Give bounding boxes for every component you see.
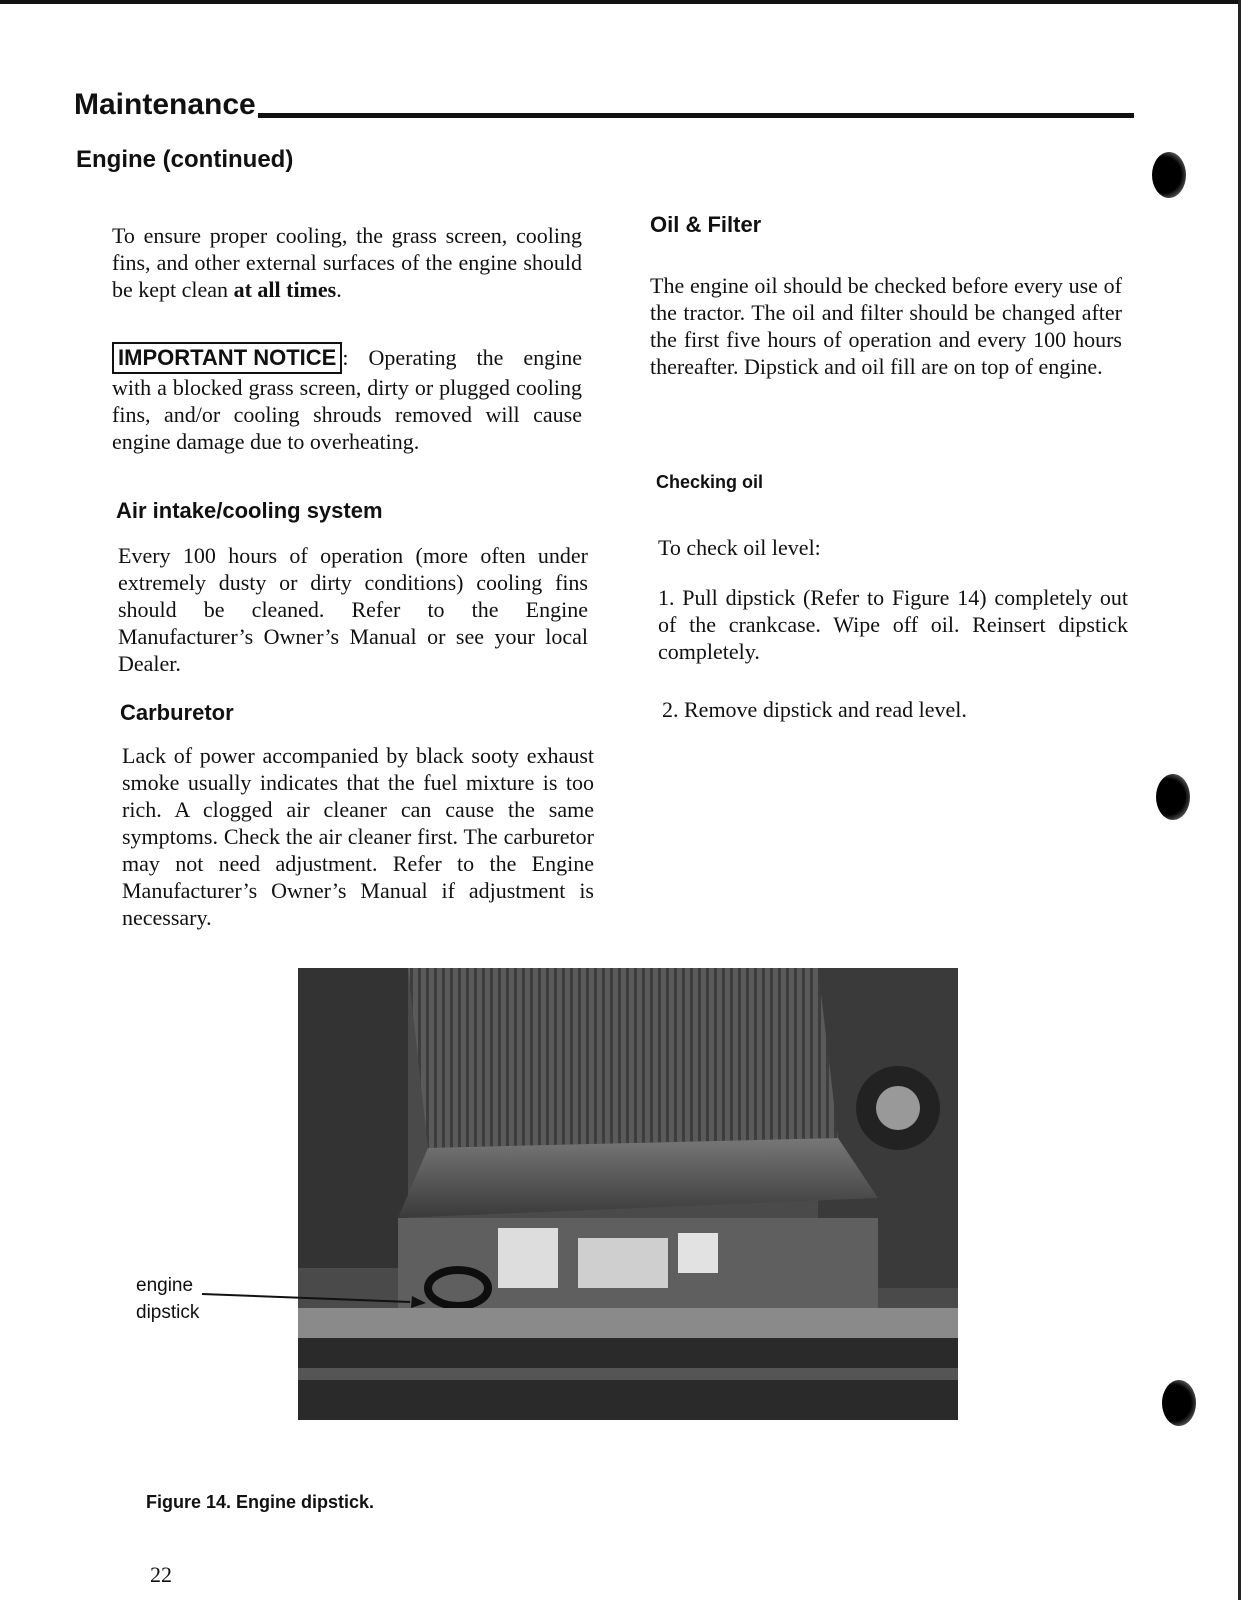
page-number: 22	[150, 1562, 172, 1587]
important-notice-box: IMPORTANT NOTICE	[112, 342, 342, 374]
air-intake-paragraph: Every 100 hours of operation (more often under extremely dusty or dirty conditions) cooling fins should be cleaned. Refer to the Engine Manufacturer’s Owner’s Manual or see your local Dealer.	[118, 543, 588, 676]
carburetor-heading: Carburetor	[120, 700, 234, 725]
dipstick-callout-label	[136, 1272, 199, 1326]
notice-text: : Operating the engine with a blocked grass screen, dirty or plugged cooling fins, and/or cooling shrouds removed will cause engine damage due to overheating.	[112, 345, 582, 454]
callout-line-2: dipstick	[136, 1302, 200, 1323]
callout-line-1: engine	[136, 1275, 194, 1296]
subsection-title: Engine (continued)	[76, 146, 294, 173]
oil-filter-heading: Oil & Filter	[650, 212, 762, 237]
intro-text: To ensure proper cooling, the grass screen, cooling fins, and other external surfaces of the engine should be kept clean	[112, 223, 582, 302]
intro-paragraph	[112, 222, 582, 303]
carburetor-paragraph: Lack of power accompanied by black sooty exhaust smoke usually indicates that the fuel mixture is too rich. A clogged air cleaner can cause the same symptoms. Check the air cleaner first. The carburetor may not need adjustment. Refer to the Engine Manufacturer’s Owner’s Manual if adjustment is necessary.	[122, 743, 594, 930]
air-intake-heading: Air intake/cooling system	[116, 498, 383, 523]
section-title-rule	[258, 113, 1134, 118]
check-oil-step-2: 2. Remove dipstick and read level.	[662, 697, 967, 722]
intro-end: .	[336, 277, 342, 302]
engine-photo	[298, 968, 958, 1420]
check-oil-step-1: 1. Pull dipstick (Refer to Figure 14) completely out of the crankcase. Wipe off oil. Reinsert dipstick completely.	[658, 585, 1128, 664]
checking-oil-heading: Checking oil	[656, 472, 764, 492]
figure-caption: Figure 14. Engine dipstick.	[146, 1492, 375, 1512]
oil-filter-paragraph: The engine oil should be checked before every use of the tractor. The oil and filter should be changed after the first five hours of operation and every 100 hours thereafter. Dipstick and oil fill are on top of engine.	[650, 273, 1122, 379]
intro-emphasis: at all times	[233, 277, 337, 302]
binder-hole-bottom	[1162, 1380, 1196, 1426]
notice-paragraph	[112, 342, 582, 455]
callout-arrow	[200, 1278, 460, 1308]
section-title-text: Maintenance	[74, 88, 256, 121]
check-oil-intro: To check oil level:	[658, 535, 821, 560]
binder-hole-top	[1152, 152, 1186, 198]
binder-hole-middle	[1156, 774, 1190, 820]
page-top-edge	[0, 0, 1241, 4]
section-title	[74, 80, 1134, 120]
